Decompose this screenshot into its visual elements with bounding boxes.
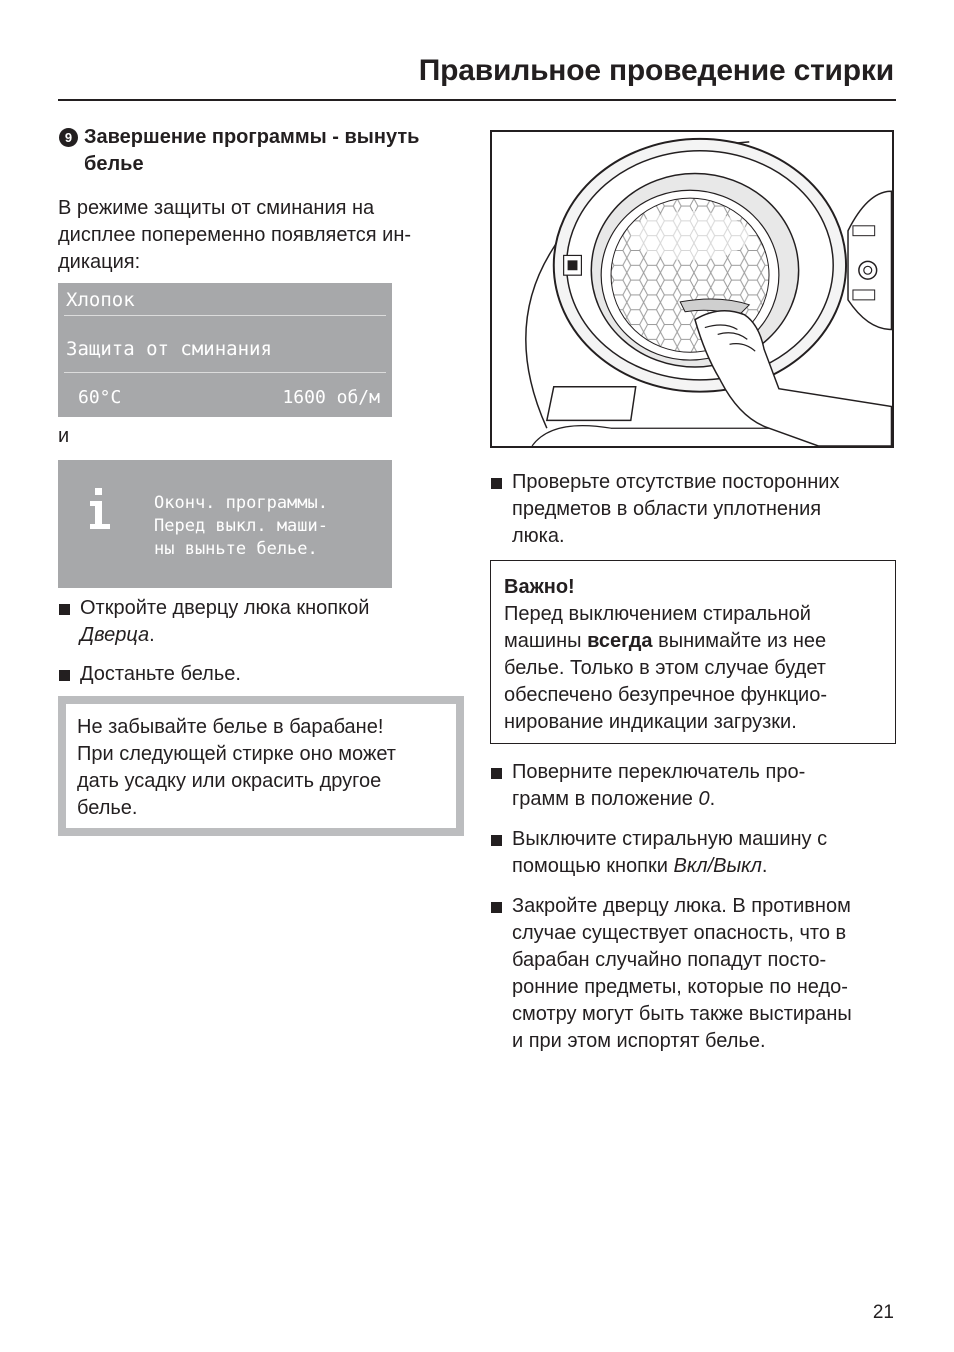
selector-position: 0	[698, 788, 710, 810]
display-spin-speed: 1600 об/м	[282, 387, 380, 408]
door-button-name: Дверца	[80, 624, 150, 646]
important-notice: Важно! Перед выключением стиральной машины всегда вынимайте из нее белье. Только в этом случае будет обеспечено безупречное функцио- нирование индикации загрузки.	[490, 560, 896, 744]
step-title: Завершение программы - вынуть белье	[84, 126, 420, 175]
info-icon	[88, 488, 112, 536]
display-temperature: 60°C	[78, 387, 122, 408]
display-message-line: Перед выкл. маши-	[154, 516, 328, 536]
power-button-name: Вкл/Выкл	[673, 855, 762, 877]
bullet-power-off: Выключите стиральную машину с помощью кнопки Вкл/Выкл.	[490, 826, 896, 880]
bullet-program-selector: Поверните переключатель про- грамм в положение 0.	[490, 759, 896, 813]
intro-paragraph	[58, 195, 464, 276]
bullet-open-door: Откройте дверцу люка кнопкой Дверца.	[58, 595, 464, 649]
intro-line: дикация:	[58, 251, 141, 273]
display-crease-guard	[58, 283, 392, 417]
note-line: Не забывайте белье в барабане!	[77, 716, 384, 738]
right-bullet-list-1	[490, 469, 896, 550]
display-program-end	[58, 460, 392, 588]
bullet-remove-laundry: Достаньте белье.	[58, 661, 464, 688]
note-line: белье.	[77, 797, 138, 819]
intro-line: В режиме защиты от сминания на	[58, 197, 375, 219]
reminder-note	[58, 696, 464, 836]
page-title: Правильное проведение стирки	[418, 54, 894, 87]
left-column	[58, 124, 464, 836]
display-message	[154, 492, 328, 561]
washing-machine-illustration	[490, 130, 894, 448]
note-line: При следующей стирке оно может	[77, 743, 396, 765]
bullet-check-seal: Проверьте отсутствие посторонних предметов в области уплотнения люка.	[490, 469, 896, 550]
important-title: Важно!	[504, 576, 575, 598]
display-status: Защита от сминания	[66, 338, 272, 360]
display-divider	[64, 315, 386, 316]
display-divider	[64, 372, 386, 373]
display-program-name: Хлопок	[66, 289, 135, 311]
display-message-line: ны выньте белье.	[154, 539, 318, 559]
bullet-close-door: Закройте дверцу люка. В противном случае существует опасность, что в барабан случайно попадут посто- ронние предметы, которые по недо- смотру могут быть также выстираны и при этом испортят белье.	[490, 893, 896, 1055]
display-message-line: Оконч. программы.	[154, 493, 328, 513]
step-number-badge: 9	[59, 128, 78, 147]
right-column	[490, 130, 896, 1055]
step-heading	[58, 124, 464, 178]
title-divider	[58, 99, 896, 101]
page-number: 21	[872, 1302, 894, 1323]
note-line: дать усадку или окрасить другое	[77, 770, 382, 792]
intro-line: дисплее попеременно появляется ин-	[58, 224, 412, 246]
right-bullet-list-2	[490, 759, 896, 1055]
and-word: и	[58, 425, 70, 447]
emphasis-always: всегда	[587, 630, 653, 652]
left-bullet-list	[58, 595, 464, 688]
